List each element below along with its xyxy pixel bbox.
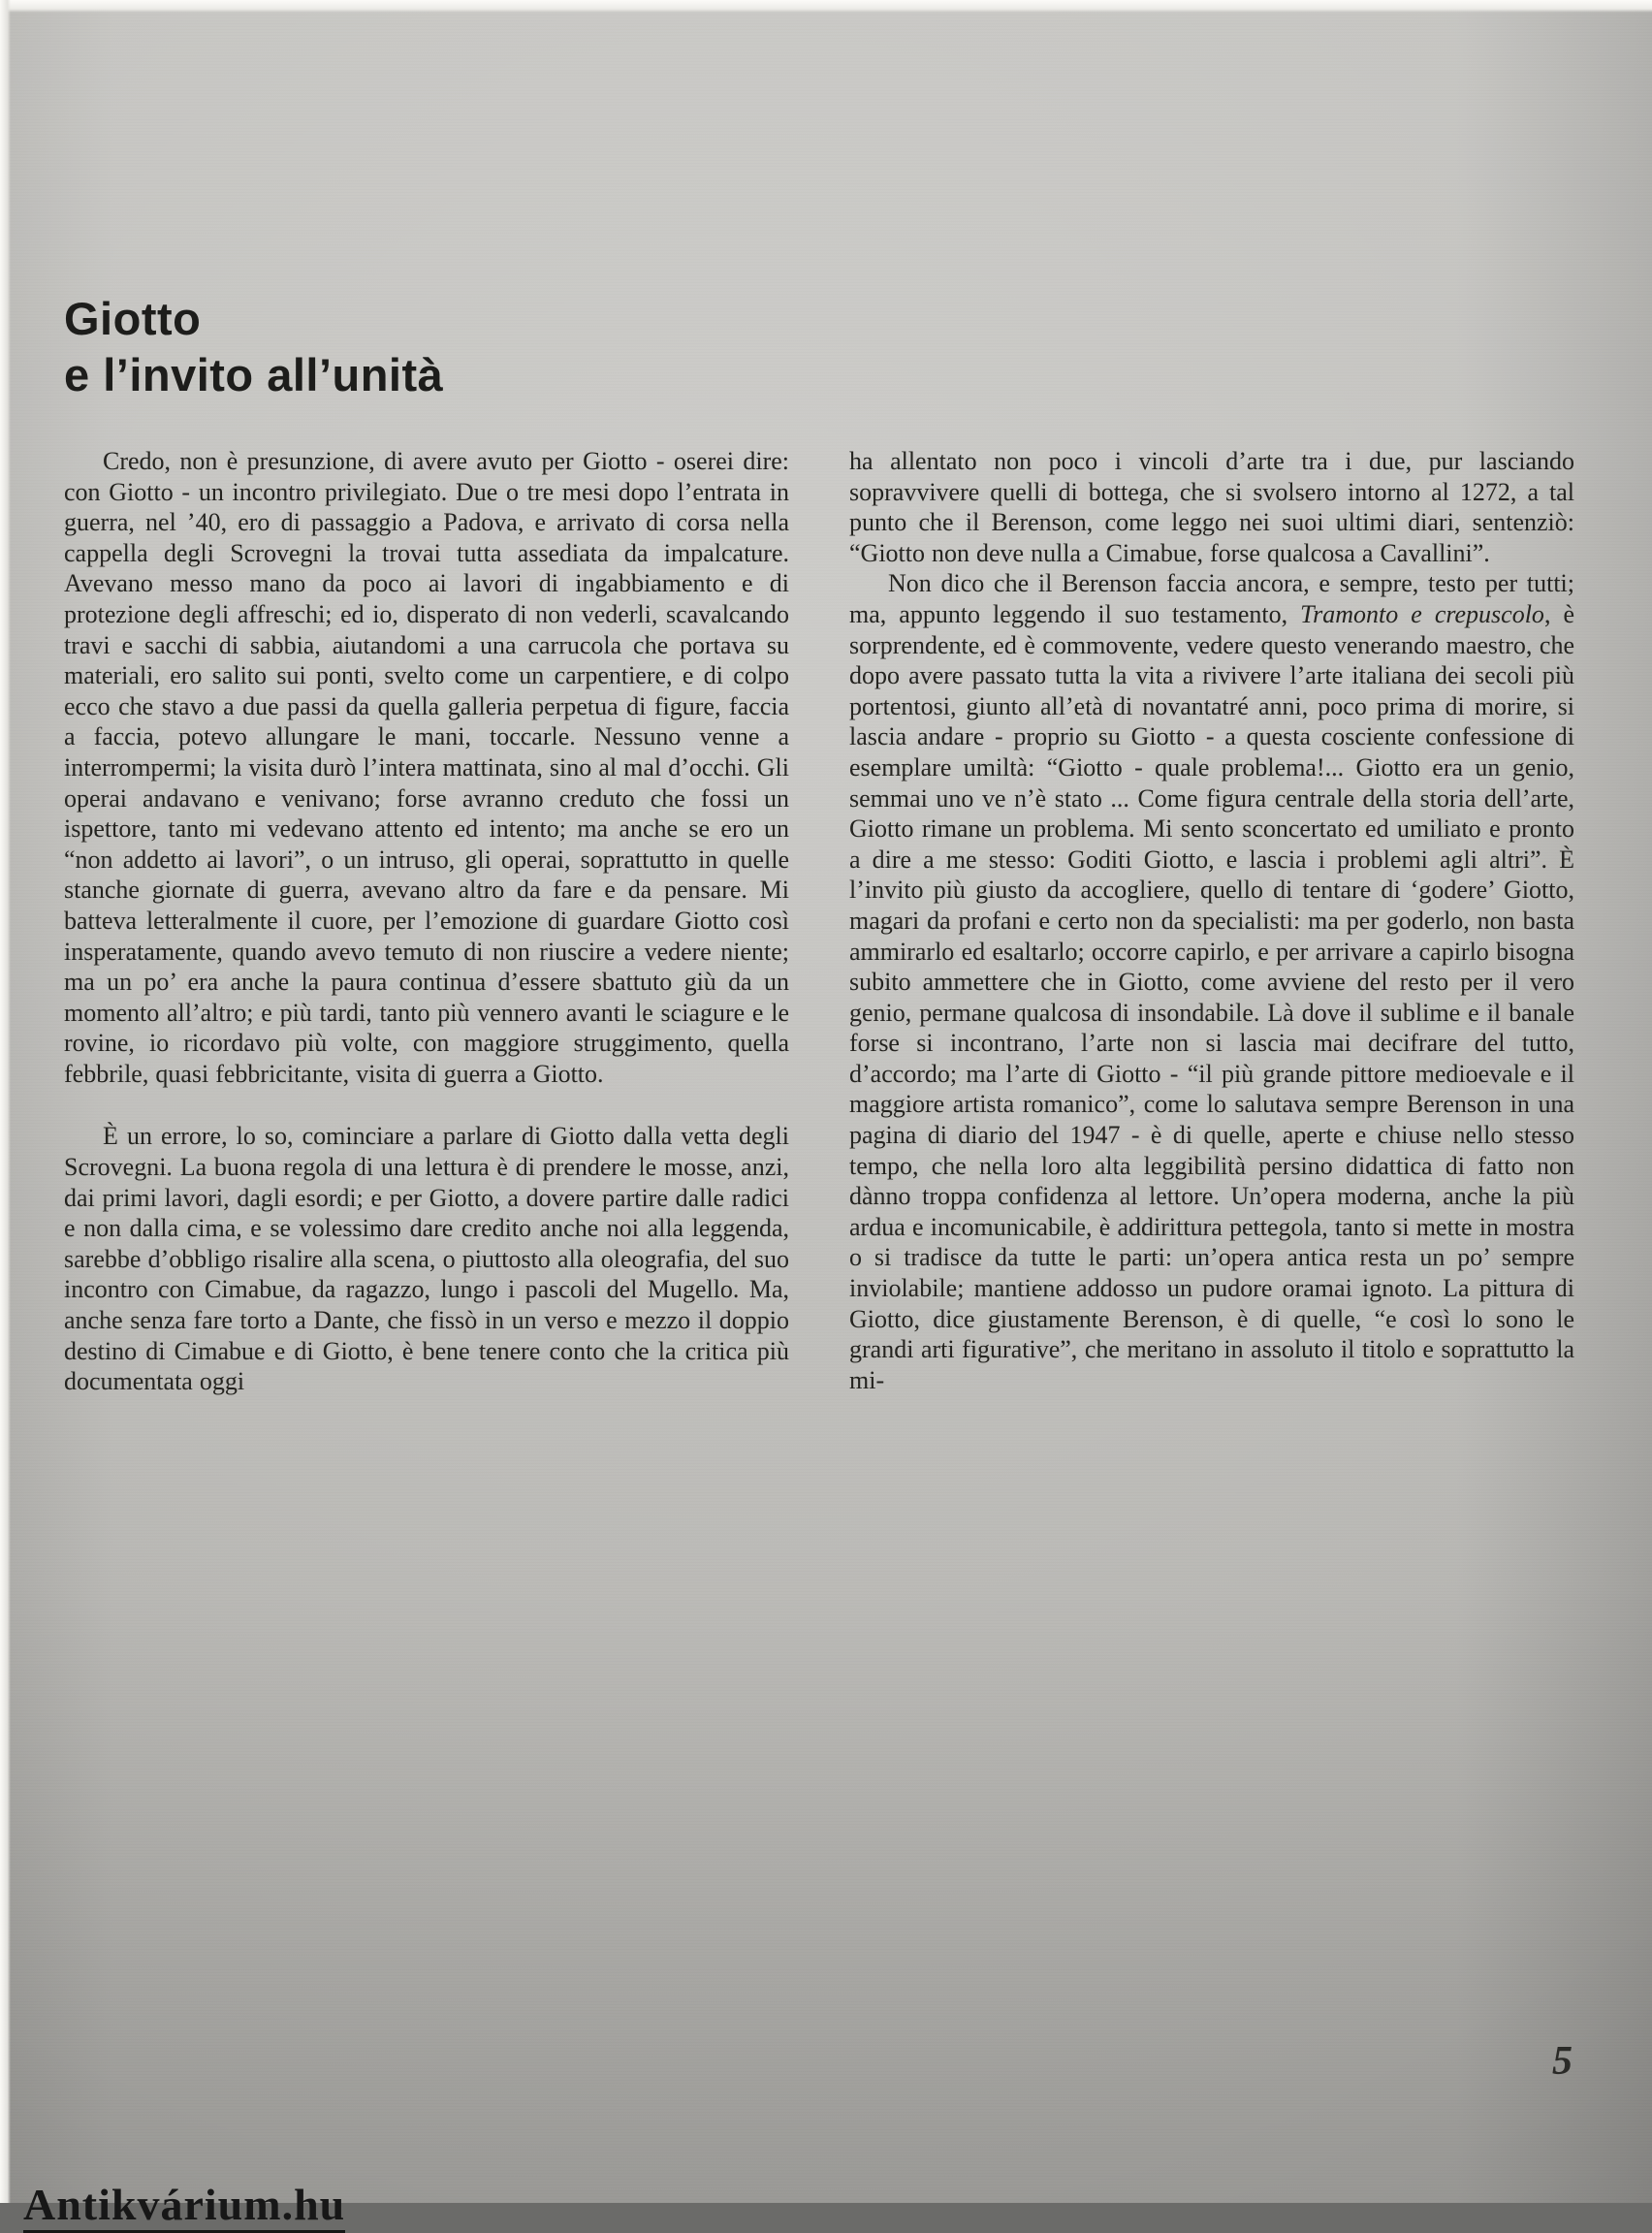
chapter-title bbox=[64, 291, 443, 403]
column-left bbox=[64, 446, 789, 1397]
column-right bbox=[849, 446, 1574, 1397]
text-columns bbox=[64, 446, 1574, 1397]
page-number: 5 bbox=[1552, 2039, 1573, 2084]
scan-edge-left bbox=[0, 0, 11, 2203]
chapter-title-line1: Giotto bbox=[64, 293, 202, 344]
text-run: , è sorprendente, ed è commovente, vedere questo venerando maestro, che dopo avere passato tutta la vita a rivivere l’arte italiana dei secoli più portentosi, giunto all’età di novantatré anni, poco prima di morire, si lascia andare - proprio su Giotto - a questa cosciente confessione di esemplare umiltà: “Giotto - quale problema!... Giotto era un genio, semmai uno ve n’è stato ... Come figura centrale della storia dell’arte, Giotto rimane un problema. Mi sento sconcertato ed umiliato e pronto a dire a me stesso: Goditi Giotto, e lascia i problemi agli altri”. È l’invito più giusto da accogliere, quello di tentare di ‘godere’ Giotto, magari da profani e certo non da specialisti: ma per goderlo, non basta ammirarlo ed esaltarlo; occorre capirlo, e per arrivare a capirlo bisogna subito ammettere che in Giotto, come avviene del resto per il vero genio, permane qualcosa di insondabile. Là dove il sublime e il banale forse si incontrano, l’arte non si lascia mai decifrare del tutto, d’accordo; ma l’arte di Giotto - “il più grande pittore medioevale e il maggiore artista romanico”, come lo salutava sempre Berenson in una pagina di diario del 1947 - è di quelle, aperte e chiuse nello stesso tempo, che nella loro alta leggibilità persino didattica di fatto non dànno troppa confidenza al lettore. Un’opera moderna, anche la più ardua e incomunicabile, è addirittura pettegola, tanto si mette in mostra o si tradisce da tutte le parti: un’opera antica resta un po’ sempre inviolabile; mantiene addosso un pudore oramai ignoto. La pittura di Giotto, dice giustamente Berenson, è di quelle, “e così lo sono le grandi arti figurative”, che meritano in assoluto il titolo e soprattutto la mi- bbox=[849, 599, 1574, 1394]
text-run: Non dico che il Berenson faccia ancora, e sempre, testo per tutti; ma, appunto leggendo il suo testamento, bbox=[849, 569, 1574, 628]
watermark bbox=[23, 2180, 346, 2229]
paragraph bbox=[64, 446, 789, 1089]
paragraph bbox=[64, 1121, 789, 1396]
text-run: È un errore, lo so, cominciare a parlare di Giotto dalla vetta degli Scrovegni. La buona regola di una lettura è di prendere le mosse, anzi, dai primi lavori, dagli esordi; e per Giotto, a dovere partire dalle radici e non dalla cima, e se volessimo dare credito anche noi alla leggenda, sarebbe d’obbligo risalire alla scena, o piuttosto alla oleografia, del suo incontro con Cimabue, da ragazzo, lungo i pascoli del Mugello. Ma, anche senza fare torto a Dante, che fissò in un verso e mezzo il doppio destino di Cimabue e di Giotto, è bene tenere conto che la critica più documentata oggi bbox=[64, 1122, 789, 1396]
text-run: ha allentato non poco i vincoli d’arte tra i due, pur lasciando sopravvivere quelli di bottega, che si svolsero intorno al 1272, a tal punto che il Berenson, come leggo nei suoi ultimi diari, sentenziò: “Giotto non deve nulla a Cimabue, forse qualcosa a Cavallini”. bbox=[849, 447, 1574, 567]
text-run: Credo, non è presunzione, di avere avuto per Giotto - oserei dire: con Giotto - un incontro privilegiato. Due o tre mesi dopo l’entrata in guerra, nel ’40, ero di passaggio a Padova, e arrivato di corsa nella cappella degli Scrovegni la trovai tutta assediata da impalcature. Avevano messo mano da poco ai lavori di ingabbiamento e di protezione degli affreschi; ed io, disperato di non vederli, scavalcando travi e sacchi di sabbia, aiutandomi a una carrucola che portava su materiali, ero salito sui ponti, svelto come un carpentiere, e di colpo ecco che stavo a due passi da quella galleria perpetua di figure, faccia a faccia, potevo allungare le mani, toccarle. Nessuno venne a interrompermi; la visita durò l’intera mattinata, sino al mal d’occhi. Gli operai andavano e venivano; forse avranno creduto che fossi un ispettore, tanto mi vedevano attento ed intento; ma anche se ero un “non addetto ai lavori”, o un intruso, gli operai, soprattutto in quelle stanche giornate di guerra, avevano altro da fare e da pensare. Mi batteva letteralmente il cuore, per l’emozione di guardare Giotto così insperatamente, quando avevo temuto di non riuscire a vedere niente; ma un po’ era anche la paura continua d’essere sbattuto giù da un momento all’altro; e più tardi, tanto più vennero avanti le sciagure e le rovine, io ricordavo più volte, con maggiore struggimento, quella febbrile, quasi febbricitante, visita di guerra a Giotto. bbox=[64, 447, 789, 1088]
watermark-text: Antikvárium.hu bbox=[23, 2180, 345, 2233]
paragraph bbox=[849, 568, 1574, 1395]
scan-edge-top bbox=[0, 0, 1652, 13]
chapter-title-line2: e l’invito all’unità bbox=[64, 349, 444, 400]
paragraph bbox=[849, 446, 1574, 568]
italic-run: Tramonto e crepuscolo bbox=[1300, 599, 1544, 628]
